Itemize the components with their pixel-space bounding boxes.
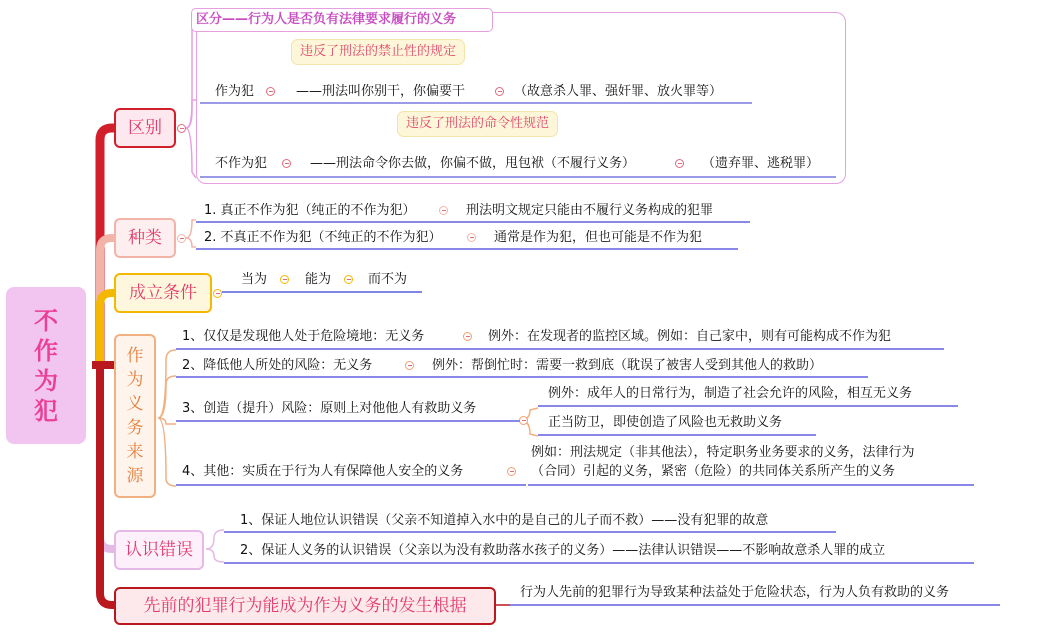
collapse-toggle-icon[interactable] <box>439 206 448 215</box>
collapse-toggle-icon[interactable] <box>675 159 684 168</box>
node-text: （合同）引起的义务，紧密（危险）的共同体关系所产生的义务 <box>531 464 896 479</box>
underline <box>510 604 1000 606</box>
collapse-toggle-icon[interactable] <box>266 87 275 96</box>
node-text: 作为犯 <box>215 84 255 99</box>
collapse-toggle-icon[interactable] <box>177 234 186 243</box>
node-text: 1. 真正不作为犯（纯正的不作为犯） <box>204 203 416 218</box>
topic-label: 认识错误 <box>125 540 193 560</box>
node-text: 能为 <box>305 272 332 287</box>
topic-zhonglei[interactable] <box>114 218 176 258</box>
underline <box>196 248 738 250</box>
collapse-toggle-icon[interactable] <box>507 467 516 476</box>
topic-label: 先前的犯罪行为能成为作为义务的发生根据 <box>143 596 467 616</box>
topic-char: 来 <box>126 442 144 462</box>
callout-note: 违反了刑法的禁止性的规定 <box>292 40 464 64</box>
underline <box>176 420 520 422</box>
collapse-toggle-icon[interactable] <box>282 159 291 168</box>
node-text: （遗弃罪、逃税罪） <box>702 156 820 171</box>
node-text: 例外：成年人的日常行为，制造了社会允许的风险，相互无义务 <box>548 386 913 401</box>
underline <box>176 376 868 378</box>
topic-xianqian[interactable] <box>114 587 496 625</box>
node-text: 正当防卫，即使创造了风险也无救助义务 <box>548 415 783 430</box>
underline <box>538 434 816 436</box>
topic-chengli[interactable] <box>114 273 212 313</box>
node-text: 2、保证人义务的认识错误（父亲以为没有救助落水孩子的义务）——法律认识错误——不影响故意杀人罪的成立 <box>240 543 886 558</box>
node-text: 刑法明文规定只能由不履行义务构成的犯罪 <box>466 203 714 218</box>
topic-char: 务 <box>126 418 144 438</box>
node-text: 2、降低他人所处的风险：无义务 <box>182 358 373 373</box>
root-char: 犯 <box>34 396 58 425</box>
node-text: 当为 <box>241 272 268 287</box>
collapse-toggle-icon[interactable] <box>519 416 528 425</box>
node-text: 2. 不真正不作为犯（不纯正的不作为犯） <box>204 230 442 245</box>
node-text: ——刑法命令你去做，你偏不做，甩包袱（不履行义务） <box>310 156 636 171</box>
collapse-toggle-icon[interactable] <box>467 233 476 242</box>
underline <box>196 221 750 223</box>
node-text: 例外：在发现者的监控区域。例如：自己家中，则有可能构成不作为犯 <box>488 329 892 344</box>
node-text: 例如：刑法规定（非其他法），特定职务业务要求的义务，法律行为 <box>531 445 915 460</box>
collapse-toggle-icon[interactable] <box>463 332 472 341</box>
root-char: 作 <box>34 336 58 365</box>
qubie-header: 区分——行为人是否负有法律要求履行的义务 <box>196 12 457 27</box>
underline <box>222 291 422 293</box>
collapse-toggle-icon[interactable] <box>495 87 504 96</box>
node-text: 行为人先前的犯罪行为导致某种法益处于危险状态，行为人负有救助的义务 <box>520 585 950 600</box>
topic-char: 义 <box>126 394 144 414</box>
collapse-toggle-icon[interactable] <box>213 289 222 298</box>
underline <box>200 102 752 104</box>
node-text: 1、保证人地位认识错误（父亲不知道掉入水中的是自己的儿子而不救）——没有犯罪的故意 <box>240 513 769 528</box>
collapse-toggle-icon[interactable] <box>405 361 414 370</box>
topic-char: 作 <box>126 346 144 366</box>
root-char: 不 <box>34 306 58 335</box>
root-title <box>6 287 86 444</box>
node-text: 通常是作为犯，但也可能是不作为犯 <box>494 230 703 245</box>
collapse-toggle-icon[interactable] <box>177 124 186 133</box>
node-text: 不作为犯 <box>215 156 268 171</box>
underline <box>538 405 958 407</box>
topic-char: 源 <box>126 466 144 486</box>
underline <box>176 348 944 350</box>
root-char: 为 <box>34 366 58 395</box>
underline <box>224 531 836 533</box>
topic-char: 为 <box>126 370 144 390</box>
topic-laiyuan[interactable] <box>114 334 156 498</box>
topic-renshi[interactable] <box>114 530 204 570</box>
underline <box>528 484 974 486</box>
node-text: 例外：帮倒忙时：需要一救到底（耽误了被害人受到其他人的救助） <box>432 358 823 373</box>
topic-qubie[interactable] <box>114 108 176 148</box>
topic-label: 区别 <box>128 118 162 138</box>
collapse-toggle-icon[interactable] <box>344 275 353 284</box>
underline <box>200 176 836 178</box>
node-text: 3、创造（提升）风险：原则上对他他人有救助义务 <box>182 401 477 416</box>
node-text: ——刑法叫你别干，你偏要干 <box>296 84 466 99</box>
topic-label: 种类 <box>128 228 162 248</box>
underline <box>224 562 974 564</box>
topic-label: 成立条件 <box>129 283 197 303</box>
node-text: 1、仅仅是发现他人处于危险境地：无义务 <box>182 329 425 344</box>
collapse-toggle-icon[interactable] <box>280 275 289 284</box>
node-text: 4、其他：实质在于行为人有保障他人安全的义务 <box>182 464 464 479</box>
node-text: 而不为 <box>368 272 408 287</box>
underline <box>176 484 526 486</box>
callout-note: 违反了刑法的命令性规范 <box>398 112 557 136</box>
node-text: （故意杀人罪、强奸罪、放火罪等） <box>514 84 723 99</box>
